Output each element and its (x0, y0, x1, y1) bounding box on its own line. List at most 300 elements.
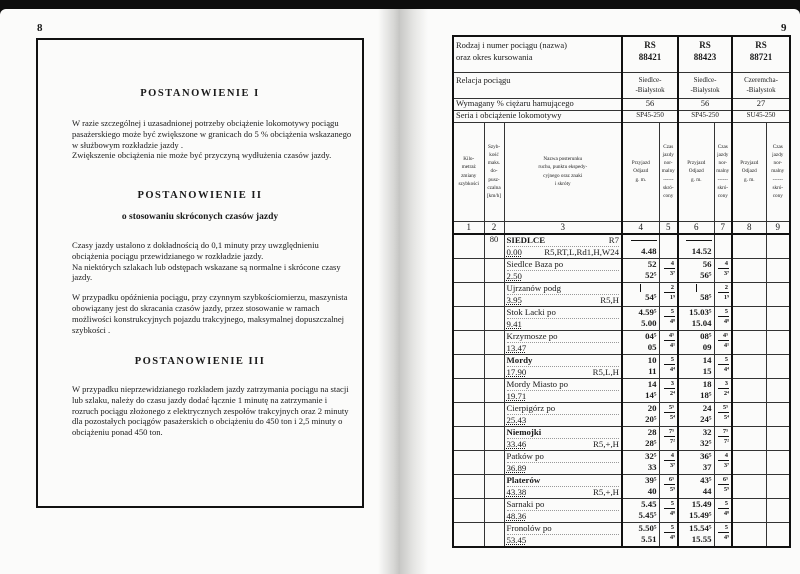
station-km: 13.47 (506, 342, 527, 353)
departure-time: 11 (648, 365, 657, 376)
runtime-shortened: 4⁸ (669, 317, 676, 325)
header-line: ruchu, punktu ekspedy- (538, 164, 588, 171)
runtime-88721 (766, 426, 790, 450)
table-row (453, 282, 790, 306)
arrival-time: 24 (702, 402, 712, 413)
km-change-cell (453, 234, 484, 259)
pass-through-bar (640, 284, 641, 292)
runtime-normal: 5 (718, 355, 729, 365)
relation-from: Siedlce- (638, 75, 662, 84)
time-88421 (622, 378, 659, 402)
header-line: malny (661, 168, 675, 175)
runtime-88421 (659, 474, 678, 498)
runtime-shortened: 5⁹ (669, 485, 676, 493)
train-88423-header (678, 36, 732, 72)
arrival-time: 10 (647, 354, 657, 365)
station-cell (504, 234, 622, 259)
runtime-88721 (766, 354, 790, 378)
arrival-time: 52 (647, 258, 657, 269)
runtime-shortened: 3⁷ (723, 461, 730, 469)
runtime-shortened: 3⁷ (669, 461, 676, 469)
runtime-88423 (714, 306, 732, 330)
km-change-cell (453, 354, 484, 378)
header-line: jazdy (717, 151, 729, 158)
runtime-normal: 5 (718, 307, 729, 317)
departure-time: 05 (647, 341, 657, 352)
header-line: do- (490, 168, 498, 175)
table-row (453, 450, 790, 474)
time-88421 (622, 330, 659, 354)
runtime-normal: 6⁵ (718, 475, 729, 485)
departure-time: 15.49⁵ (689, 509, 712, 520)
train-label-cell (453, 36, 622, 72)
table-row (453, 258, 790, 282)
runtime-shortened: 4⁴ (723, 365, 730, 373)
section-2-text (52, 240, 352, 335)
station-cell (504, 354, 622, 378)
header-line: ------ (663, 176, 674, 183)
arrival-time: 5.50⁵ (638, 522, 657, 533)
runtime-88423 (714, 378, 732, 402)
brake-label: Wymagany % ciężaru hamującego (453, 98, 622, 110)
km-change-cell (453, 522, 484, 547)
header-line: Nazwa posterunku (543, 156, 583, 163)
time-88421 (622, 402, 659, 426)
header-line: nor- (773, 160, 783, 167)
max-speed-cell (484, 426, 504, 450)
arrival-time: 18 (702, 378, 712, 389)
section-title-1: POSTANOWIENIE I (140, 88, 260, 99)
paragraph: W przypadku opóźnienia pociągu, przy czynnym szybkościomierzu, maszynista obowiązany jest do skracania czasów jazdy, przez stosowanie w ramach możliwości konstrukcyjnych pojazdu trakcyjnego, maksymalnej dopuszczalnej szybkości . (72, 292, 348, 335)
runtime-normal: 5 (664, 499, 675, 509)
runtime-normal: 4⁵ (664, 331, 675, 341)
time-88721 (732, 330, 766, 354)
train-88721-header (732, 36, 790, 72)
runtime-normal: 2 (664, 283, 675, 293)
runtime-shortened: 4⁸ (723, 509, 730, 517)
runtime-shortened: 4⁸ (723, 317, 730, 325)
book-gutter-shadow-left (378, 9, 400, 574)
arrival-time: 28 (647, 426, 657, 437)
runtime-88421 (659, 258, 678, 282)
runtime-normal: 4 (664, 259, 675, 269)
runtime-88421 (659, 306, 678, 330)
table-row (453, 402, 790, 426)
time-88421 (622, 354, 659, 378)
station-km: 19.71 (506, 390, 527, 401)
station-km: 3.95 (506, 294, 522, 305)
header-line: Odjazd (688, 168, 704, 175)
relation-88421 (622, 72, 678, 98)
time-88721 (732, 282, 766, 306)
station-cell (504, 306, 622, 330)
station-name: Sarnaki po (506, 498, 545, 509)
time-88721 (732, 474, 766, 498)
section-1-text (52, 118, 352, 161)
station-name: Siedlce Baza po (506, 258, 564, 269)
column-number: 4 (622, 221, 659, 234)
max-speed-cell (484, 450, 504, 474)
brake-88421: 56 (622, 98, 678, 110)
runtime-88423 (714, 354, 732, 378)
arrival-time: 04⁵ (645, 330, 657, 341)
header-line: ------ (717, 176, 728, 183)
max-speed-cell (484, 282, 504, 306)
runtime-shortened: 3⁷ (669, 269, 676, 277)
header-line: skró- (717, 184, 729, 191)
column-number: 7 (714, 221, 732, 234)
station-name: Krzymosze po (506, 330, 558, 341)
runtime-88721 (766, 450, 790, 474)
runtime-normal: 2 (718, 283, 729, 293)
page-number-left: 8 (37, 22, 43, 34)
time-88721 (732, 306, 766, 330)
relation-from: Czeremcha- (744, 75, 778, 84)
time-88721 (732, 258, 766, 282)
departure-time: 32⁵ (700, 437, 712, 448)
paragraph: W przypadku nieprzewidzianego rozkładem jazdy zatrzymania pociągu na stacji lub szlaku, należy do czasu jazdy dodać łącznie 1 minutę na zatrzymanie i rozruch pociągu złożonego z elektrycznych zespołów trakcyjnych oraz 2 minuty dla pozostałych pociągów pasażerskich o obciążeniu do 450 ton i 2,5 minuty o obciążeniu ponad 450 ton. (72, 384, 349, 438)
time-88421 (622, 474, 659, 498)
header-line: malny (716, 168, 730, 175)
runtime-normal: 3 (664, 379, 675, 389)
departure-time: 56⁵ (700, 269, 712, 280)
time-88721 (732, 426, 766, 450)
runtime-shortened: 2⁴ (669, 389, 676, 397)
runtime-normal: 5 (718, 523, 729, 533)
runtime-normal: 5 (718, 499, 729, 509)
col-header-speed (484, 122, 504, 221)
time-88423 (678, 522, 714, 547)
section-title-3: POSTANOWIENIE III (134, 356, 266, 367)
train-label-2: oraz okres kursowania (456, 52, 533, 62)
station-mark-bottom: R5,+,H (593, 438, 620, 449)
departure-time: 37 (702, 461, 712, 472)
runtime-88423 (714, 330, 732, 354)
runtime-shortened: 4⁹ (723, 533, 730, 541)
time-88421 (622, 282, 659, 306)
header-line: skró- (662, 184, 674, 191)
km-change-cell (453, 498, 484, 522)
table-row (453, 378, 790, 402)
station-name: SIEDLCE (506, 234, 546, 245)
station-km: 25.43 (506, 414, 527, 425)
runtime-88721 (766, 402, 790, 426)
max-speed-cell (484, 474, 504, 498)
brake-88721: 27 (732, 98, 790, 110)
time-88423 (678, 234, 714, 259)
departure-time: 33 (647, 461, 657, 472)
page-number-right: 9 (781, 22, 787, 34)
header-line: i skróty (554, 180, 571, 187)
runtime-shortened: 4⁹ (669, 533, 676, 541)
runtime-shortened: 7² (723, 437, 730, 445)
col-header-arr-dep-2 (678, 122, 714, 221)
col-header-arr-dep-3 (732, 122, 766, 221)
train-number: 88421 (638, 52, 662, 62)
station-cell (504, 330, 622, 354)
runtime-88421 (659, 450, 678, 474)
paragraph: W razie szczególnej i uzasadnionej potrzeby obciążenie lokomotywy pociągu pasażerskiego może być zwiększone w granicach do 5 % obciążenia wskazanego w służbowym rozkładzie jazdy . (72, 118, 352, 150)
runtime-88721 (766, 306, 790, 330)
station-name: Mordy (506, 354, 533, 365)
km-change-cell (453, 282, 484, 306)
station-rows (453, 234, 790, 547)
time-88423 (678, 282, 714, 306)
col-header-km (453, 122, 484, 221)
runtime-88423 (714, 234, 732, 259)
header-line: cony (772, 193, 783, 199)
departure-time: 52⁵ (645, 269, 657, 280)
arrival-time: 43⁵ (700, 474, 712, 485)
header-line: Odjazd (741, 168, 757, 175)
time-88721 (732, 354, 766, 378)
time-88421 (622, 306, 659, 330)
train-number: 88423 (693, 52, 717, 62)
km-change-cell (453, 426, 484, 450)
departure-time: 28⁵ (645, 437, 657, 448)
column-number: 2 (484, 221, 504, 234)
time-88421 (622, 498, 659, 522)
km-change-cell (453, 450, 484, 474)
header-line: Szyb- (487, 143, 501, 150)
header-line: Odjazd (633, 168, 649, 175)
station-km: 53.45 (506, 534, 527, 545)
header-line: cyjnego oraz znaki (543, 172, 583, 179)
time-88721 (732, 498, 766, 522)
runtime-88421 (659, 426, 678, 450)
station-name: Platerów (506, 474, 541, 485)
runtime-shortened: 1⁹ (669, 293, 676, 301)
departure-time: 20⁵ (645, 413, 657, 424)
runtime-88423 (714, 498, 732, 522)
station-name: Fronolów po (506, 522, 552, 533)
header-line: pusz- (488, 176, 500, 183)
runtime-88423 (714, 522, 732, 547)
paragraph: Zwiększenie obciążenia nie może być przyczyną wydłużenia czasów jazdy. (72, 150, 332, 161)
train-type: RS (755, 40, 767, 50)
runtime-normal: 3 (718, 379, 729, 389)
loco-label: Seria i obciążenie lokomotywy (453, 110, 622, 122)
departure-time: 5.45⁵ (638, 509, 657, 520)
arrival-time: 32 (702, 426, 712, 437)
paragraph: Na niektórych szlakach lub odstępach wskazane są normalne i skrócone czasy jazdy. (72, 261, 341, 283)
runtime-88423 (714, 258, 732, 282)
header-line: g. m. (635, 176, 647, 183)
runtime-shortened: 4⁸ (669, 509, 676, 517)
train-label: Rodzaj i numer pociągu (nazwa) (456, 40, 567, 50)
runtime-88421 (659, 402, 678, 426)
arrival-time: 56 (702, 258, 712, 269)
header-line: Przyjazd (687, 160, 706, 167)
departure-time: 15 (702, 365, 712, 376)
table-row (453, 354, 790, 378)
runtime-shortened: 5⁴ (669, 413, 676, 421)
time-88423 (678, 258, 714, 282)
section-2-subtitle: o stosowaniu skróconych czasów jazdy (121, 212, 279, 222)
train-type: RS (644, 40, 656, 50)
header-line: jazdy (772, 151, 784, 158)
runtime-normal: 5⁵ (718, 403, 729, 413)
header-line: Czas (663, 143, 674, 150)
col-header-runtime-3 (766, 122, 790, 221)
header-line: maks. (487, 160, 501, 167)
station-km: 43.38 (506, 486, 527, 497)
station-km: 17.90 (506, 366, 527, 377)
time-88421 (622, 450, 659, 474)
relation-to: -Białystok (746, 85, 776, 94)
brake-88423: 56 (678, 98, 732, 110)
arrival-time: 15.54⁵ (689, 522, 712, 533)
station-km: 36.89 (506, 462, 527, 473)
departure-time: 40 (647, 485, 657, 496)
runtime-88421 (659, 354, 678, 378)
runtime-normal: 4⁵ (718, 331, 729, 341)
table-row (453, 474, 790, 498)
header-line: szybkości (458, 180, 479, 187)
column-number: 8 (732, 221, 766, 234)
header-line: g. m. (744, 176, 755, 183)
station-name: Niemojki (506, 426, 542, 437)
max-speed-cell (484, 378, 504, 402)
col-header-arr-dep-1 (622, 122, 659, 221)
column-number: 6 (678, 221, 714, 234)
runtime-normal: 7⁵ (664, 427, 675, 437)
km-change-cell (453, 306, 484, 330)
station-mark-top: R7 (608, 234, 620, 245)
km-change-cell (453, 474, 484, 498)
time-88423 (678, 450, 714, 474)
header-line: ------ (772, 176, 783, 183)
column-number: 9 (766, 221, 790, 234)
header-line: zmiany (461, 172, 477, 179)
runtime-88721 (766, 330, 790, 354)
station-name: Patków po (506, 450, 544, 461)
runtime-shortened: 5⁴ (723, 413, 730, 421)
time-88721 (732, 402, 766, 426)
header-line: czalna (487, 184, 501, 191)
time-88423 (678, 402, 714, 426)
departure-time: 15.55 (691, 533, 712, 544)
max-speed-cell (484, 258, 504, 282)
time-88423 (678, 474, 714, 498)
runtime-shortened: 2⁴ (723, 389, 730, 397)
runtime-shortened: 1⁹ (723, 293, 730, 301)
runtime-88421 (659, 282, 678, 306)
timetable (452, 35, 791, 548)
loco-88721: SU45-250 (732, 110, 790, 122)
station-km: 9.41 (506, 318, 522, 329)
header-line: Kilo- (463, 156, 475, 163)
header-line: [km/h] (486, 193, 502, 199)
runtime-88721 (766, 378, 790, 402)
station-cell (504, 450, 622, 474)
header-line: cony (663, 193, 674, 199)
max-speed-cell (484, 234, 504, 259)
max-speed-cell (484, 498, 504, 522)
relation-to: -Białystok (690, 85, 720, 94)
time-88721 (732, 378, 766, 402)
station-name: Stok Lacki po (506, 306, 556, 317)
max-speed-cell (484, 354, 504, 378)
runtime-shortened: 3⁷ (723, 269, 730, 277)
runtime-88721 (766, 282, 790, 306)
departure-time: 54⁵ (645, 291, 657, 302)
train-type: RS (699, 40, 711, 50)
train-number: 88721 (749, 52, 773, 62)
table-row (453, 234, 790, 259)
header-line: metraż (461, 164, 476, 171)
station-cell (504, 378, 622, 402)
runtime-88423 (714, 474, 732, 498)
time-88421 (622, 234, 659, 259)
departure-time: 44 (702, 485, 712, 496)
arrival-time: 15.03⁵ (689, 306, 712, 317)
runtime-88721 (766, 498, 790, 522)
column-number: 3 (504, 221, 622, 234)
runtime-normal: 4 (718, 259, 729, 269)
station-km: 2.50 (506, 270, 522, 281)
loco-88423: SP45-250 (678, 110, 732, 122)
departure-time: 15.04 (691, 317, 712, 328)
runtime-shortened: 4¹ (669, 341, 676, 349)
departure-time: 09 (702, 341, 712, 352)
arrival-time: 4.59⁵ (638, 306, 657, 317)
max-speed: 80 (489, 233, 499, 244)
arrival-time: 32⁵ (645, 450, 657, 461)
time-88423 (678, 426, 714, 450)
departure-time: 24⁵ (700, 413, 712, 424)
station-mark-bottom: R5,H (600, 294, 620, 305)
runtime-88423 (714, 426, 732, 450)
train-88421-header (622, 36, 678, 72)
station-cell (504, 402, 622, 426)
time-88421 (622, 426, 659, 450)
table-row (453, 426, 790, 450)
time-88721 (732, 450, 766, 474)
header-line: cony (717, 193, 728, 199)
runtime-88423 (714, 282, 732, 306)
arrival-time: 14 (647, 378, 657, 389)
table-row (453, 522, 790, 547)
relation-from: Siedlce- (693, 75, 717, 84)
book-gutter-shadow-right (400, 9, 428, 574)
runtime-88721 (766, 522, 790, 547)
runtime-88721 (766, 258, 790, 282)
station-km: 33.46 (506, 438, 527, 449)
runtime-normal: 4 (718, 451, 729, 461)
header-line: jazdy (662, 151, 674, 158)
arrival-time: 14 (702, 354, 712, 365)
column-number: 5 (659, 221, 678, 234)
station-name: Ujrzanów podg (506, 282, 561, 293)
station-mark-bottom: R5,+,H (593, 486, 620, 497)
column-number: 1 (453, 221, 484, 234)
departure-time: 5.00 (641, 317, 657, 328)
runtime-normal: 7⁵ (718, 427, 729, 437)
runtime-88421 (659, 498, 678, 522)
station-cell (504, 522, 622, 547)
runtime-shortened: 4¹ (723, 341, 730, 349)
time-88721 (732, 522, 766, 547)
section-3-text (52, 384, 352, 438)
departure-time: 58⁵ (700, 291, 712, 302)
max-speed-cell (484, 330, 504, 354)
header-line: nor- (664, 160, 673, 167)
station-name: Mordy Miasto po (506, 378, 569, 389)
km-change-cell (453, 402, 484, 426)
arrival-time: 36⁵ (700, 450, 712, 461)
section-title-2: POSTANOWIENIE II (137, 190, 263, 201)
